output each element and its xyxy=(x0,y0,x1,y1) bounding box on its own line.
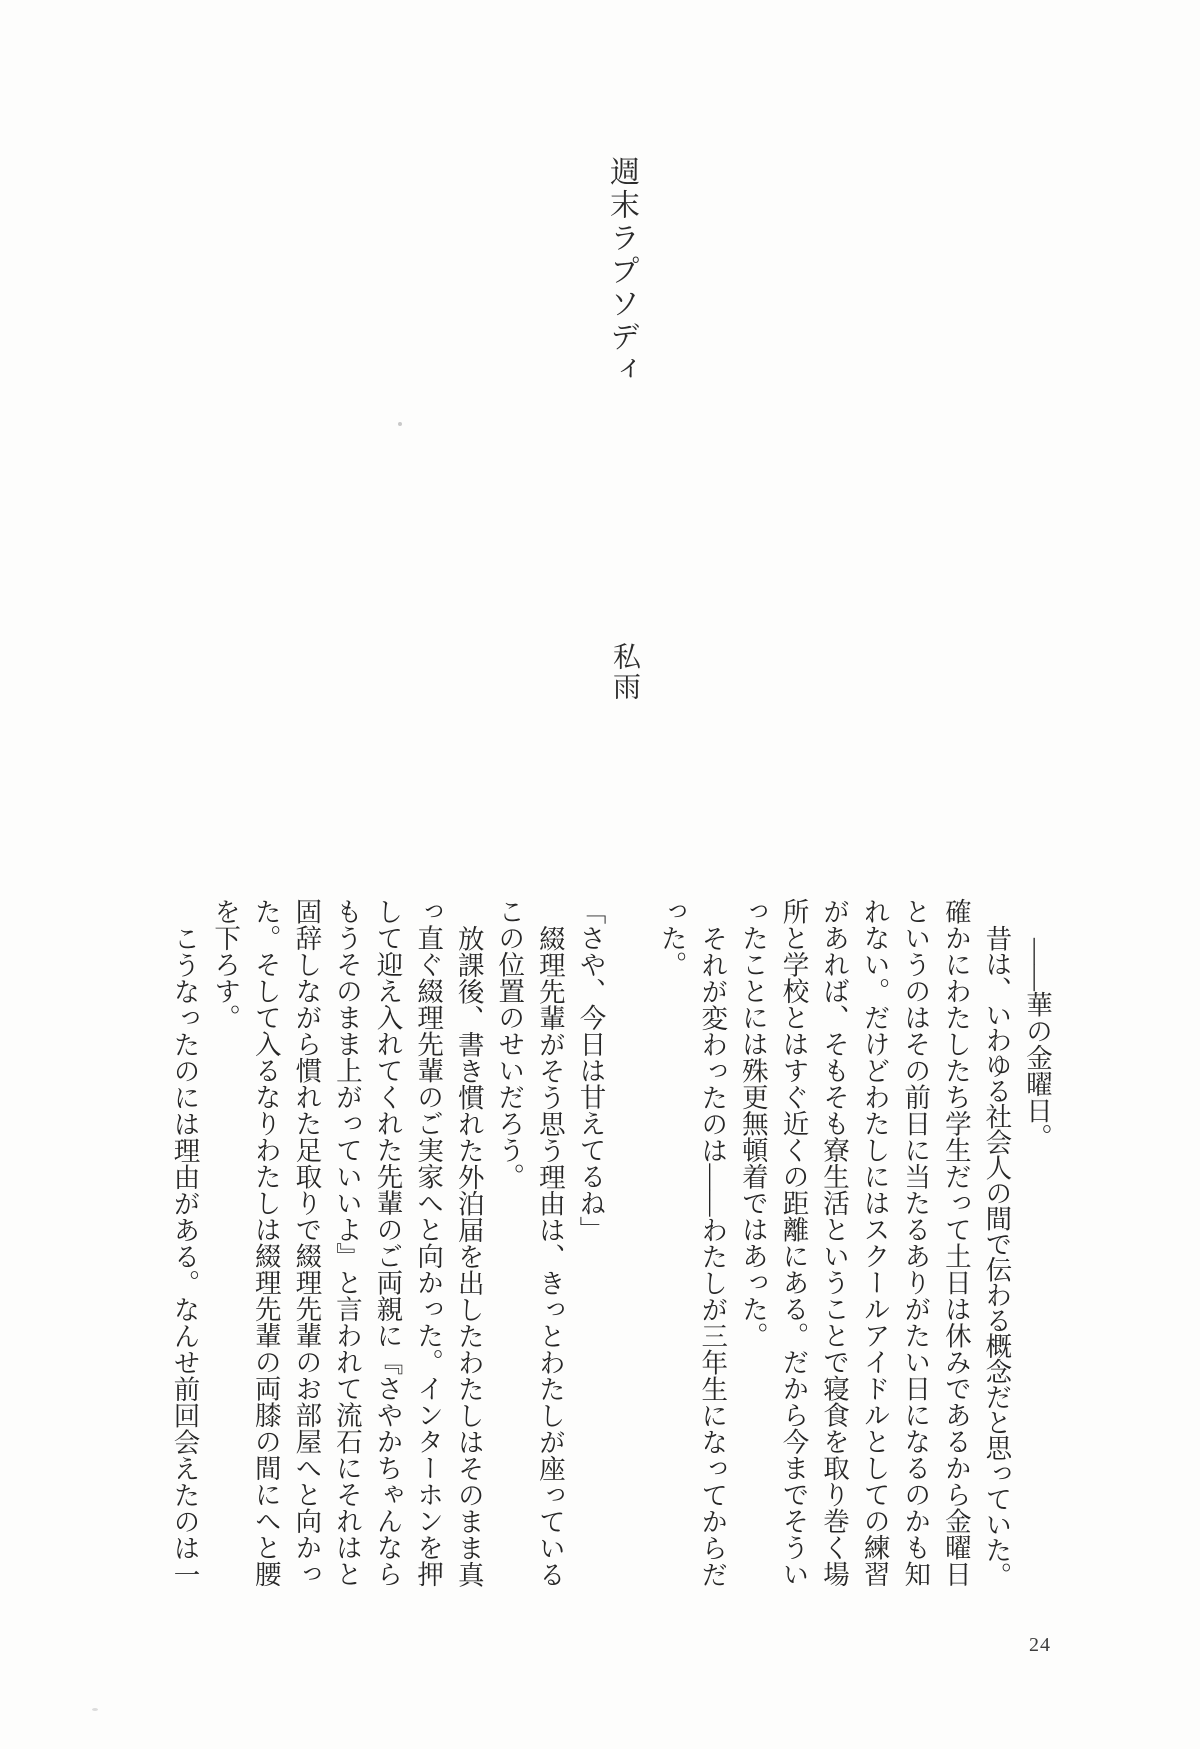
column-line: た。そして入るなりわたしは綴理先輩の両膝の間にへと腰 xyxy=(250,898,281,1587)
column-line: というのはその前日に当たるありがたい日になるのかも知 xyxy=(900,898,931,1587)
author-name: 私雨 xyxy=(609,642,640,702)
column-line: を下ろす。 xyxy=(210,898,241,1031)
column-line: こうなったのには理由がある。なんせ前回会えたのは一 xyxy=(169,924,200,1587)
column-line: して迎え入れてくれた先輩のご両親に『さやかちゃんなら xyxy=(372,898,403,1587)
column-line: 「さや、今日は甘えてるね」 xyxy=(575,898,606,1243)
column-line: 昔は、いわゆる社会人の間で伝わる概念だと思っていた。 xyxy=(981,924,1012,1588)
column-line: ――華の金曜日。 xyxy=(1022,937,1052,1150)
scan-speck xyxy=(398,422,402,426)
column-line: った。 xyxy=(656,898,687,978)
blank-line xyxy=(610,898,651,908)
column-line: 放課後、書き慣れた外泊届を出したわたしはそのまま真 xyxy=(453,924,484,1587)
column-line: 確かにわたしたち学生だって土日は休みであるから金曜日 xyxy=(940,898,971,1587)
column-line: れない。だけどわたしにはスクールアイドルとしての練習 xyxy=(859,898,890,1587)
column-line: っ直ぐ綴理先輩のご実家へと向かった。インターホンを押 xyxy=(413,898,444,1587)
column-line: もうそのまま上がっていいよ』と言われて流石にそれはと xyxy=(331,898,362,1587)
body-text xyxy=(164,898,1057,1592)
story-title: 週末ラプソディ xyxy=(605,156,638,387)
page-number: 24 xyxy=(1029,1634,1051,1656)
column-line: 綴理先輩がそう思う理由は、きっとわたしが座っている xyxy=(534,924,565,1587)
column-line: 固辞しながら慣れた足取りで綴理先輩のお部屋へと向かっ xyxy=(291,898,322,1587)
column-line: があれば、そもそも寮生活ということで寝食を取り巻く場 xyxy=(819,898,850,1587)
column-line: この位置のせいだろう。 xyxy=(494,898,525,1190)
column-line: それが変わったのは――わたしが三年生になってからだ xyxy=(697,924,728,1587)
scan-speck xyxy=(92,1708,98,1711)
column-line: ったことには殊更無頓着ではあった。 xyxy=(737,898,768,1349)
column-line: 所と学校とはすぐ近くの距離にある。だから今までそうい xyxy=(778,898,809,1587)
